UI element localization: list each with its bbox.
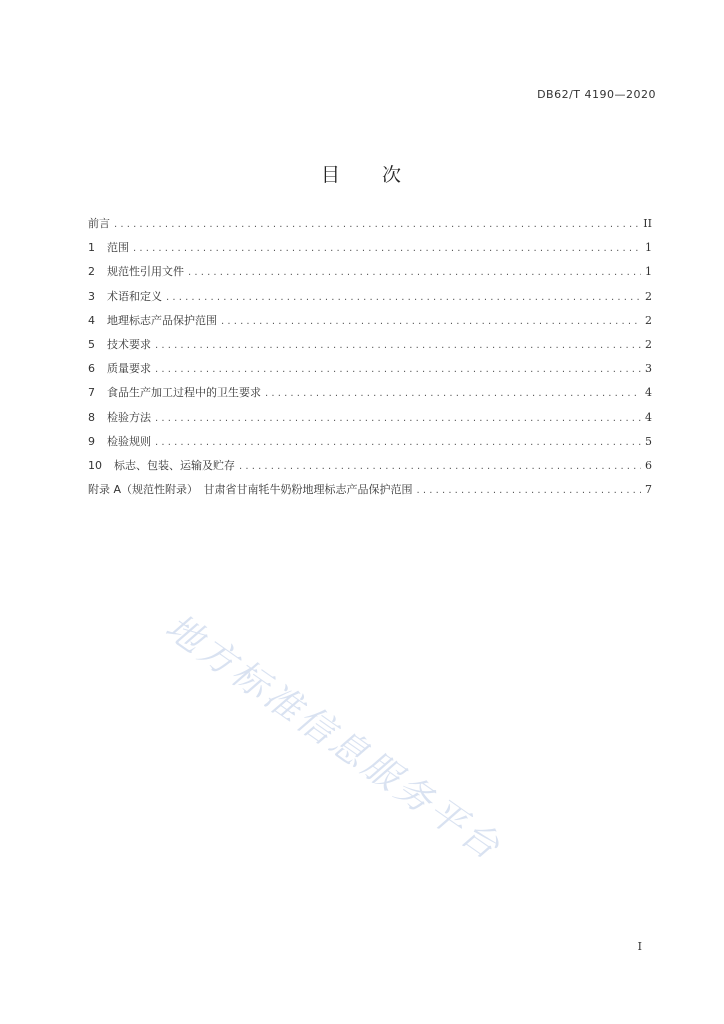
toc-entry-label: 检验方法 xyxy=(107,410,151,424)
toc-leader-dots xyxy=(188,265,641,281)
toc-entry-10[interactable] xyxy=(88,458,652,482)
toc-entry-label: 地理标志产品保护范围 xyxy=(107,313,217,327)
toc-entry-5[interactable] xyxy=(88,337,652,361)
toc-entry-4[interactable] xyxy=(88,313,652,337)
toc-title-part2: 次 xyxy=(382,164,404,186)
toc-entry-number: 10 xyxy=(88,458,102,472)
toc-leader-dots xyxy=(114,217,639,233)
toc-entry-number: 2 xyxy=(88,265,95,279)
toc-entry-label: 规范性引用文件 xyxy=(107,265,184,279)
toc-leader-dots xyxy=(239,459,641,475)
toc-leader-dots xyxy=(155,411,641,427)
toc-entry-2[interactable] xyxy=(88,264,652,288)
toc-entry-page: 5 xyxy=(645,434,652,448)
toc-entry-number: 7 xyxy=(88,386,95,400)
table-of-contents xyxy=(88,216,652,506)
toc-entry-page: 4 xyxy=(645,410,652,424)
toc-leader-dots xyxy=(166,290,641,306)
toc-title-part1: 目 xyxy=(320,164,342,186)
toc-entry-3[interactable] xyxy=(88,289,652,313)
toc-entry-1[interactable] xyxy=(88,240,652,264)
toc-leader-dots xyxy=(133,241,641,257)
toc-entry-appendix-a[interactable] xyxy=(88,482,652,506)
toc-entry-label: 技术要求 xyxy=(107,337,151,351)
toc-leader-dots xyxy=(265,386,641,402)
toc-entry-number: 8 xyxy=(88,410,95,424)
toc-entry-label: 前言 xyxy=(88,217,110,230)
toc-title xyxy=(0,160,724,187)
toc-entry-8[interactable] xyxy=(88,410,652,434)
toc-leader-dots xyxy=(155,435,641,451)
toc-entry-label: 质量要求 xyxy=(107,362,151,376)
toc-entry-6[interactable] xyxy=(88,361,652,385)
toc-entry-7[interactable] xyxy=(88,385,652,409)
toc-leader-dots xyxy=(221,314,641,330)
toc-entry-number: 4 xyxy=(88,313,95,327)
toc-leader-dots xyxy=(417,483,641,499)
toc-entry-number: 9 xyxy=(88,434,95,448)
toc-entry-number: 5 xyxy=(88,337,95,351)
watermark: 地方标准信息服务平台 xyxy=(157,606,510,870)
toc-entry-page: 1 xyxy=(645,265,652,279)
toc-entry-label: 术语和定义 xyxy=(107,289,162,303)
toc-entry-page: 6 xyxy=(645,458,652,472)
toc-entry-page: 7 xyxy=(645,483,652,497)
toc-entry-page: 1 xyxy=(645,241,652,255)
toc-entry-foreword[interactable] xyxy=(88,216,652,240)
toc-entry-label: 范围 xyxy=(107,241,129,255)
toc-entry-label: 标志、包装、运输及贮存 xyxy=(114,458,235,472)
toc-entry-label: 检验规则 xyxy=(107,434,151,448)
toc-entry-page: 2 xyxy=(645,289,652,303)
toc-entry-page: 2 xyxy=(645,337,652,351)
toc-entry-9[interactable] xyxy=(88,434,652,458)
document-code: DB62/T 4190—2020 xyxy=(537,88,656,101)
toc-entry-number: 3 xyxy=(88,289,95,303)
toc-entry-number: 1 xyxy=(88,241,95,255)
page-number: I xyxy=(637,940,642,953)
toc-leader-dots xyxy=(155,338,641,354)
toc-leader-dots xyxy=(155,362,641,378)
toc-entry-page: 3 xyxy=(645,362,652,376)
toc-entry-page: 4 xyxy=(645,386,652,400)
toc-entry-label: 食品生产加工过程中的卫生要求 xyxy=(107,386,261,400)
toc-entry-number: 6 xyxy=(88,362,95,376)
toc-entry-page: 2 xyxy=(645,313,652,327)
toc-entry-page: II xyxy=(643,217,652,230)
toc-entry-label: 附录 A（规范性附录） 甘肃省甘南牦牛奶粉地理标志产品保护范围 xyxy=(88,483,413,497)
